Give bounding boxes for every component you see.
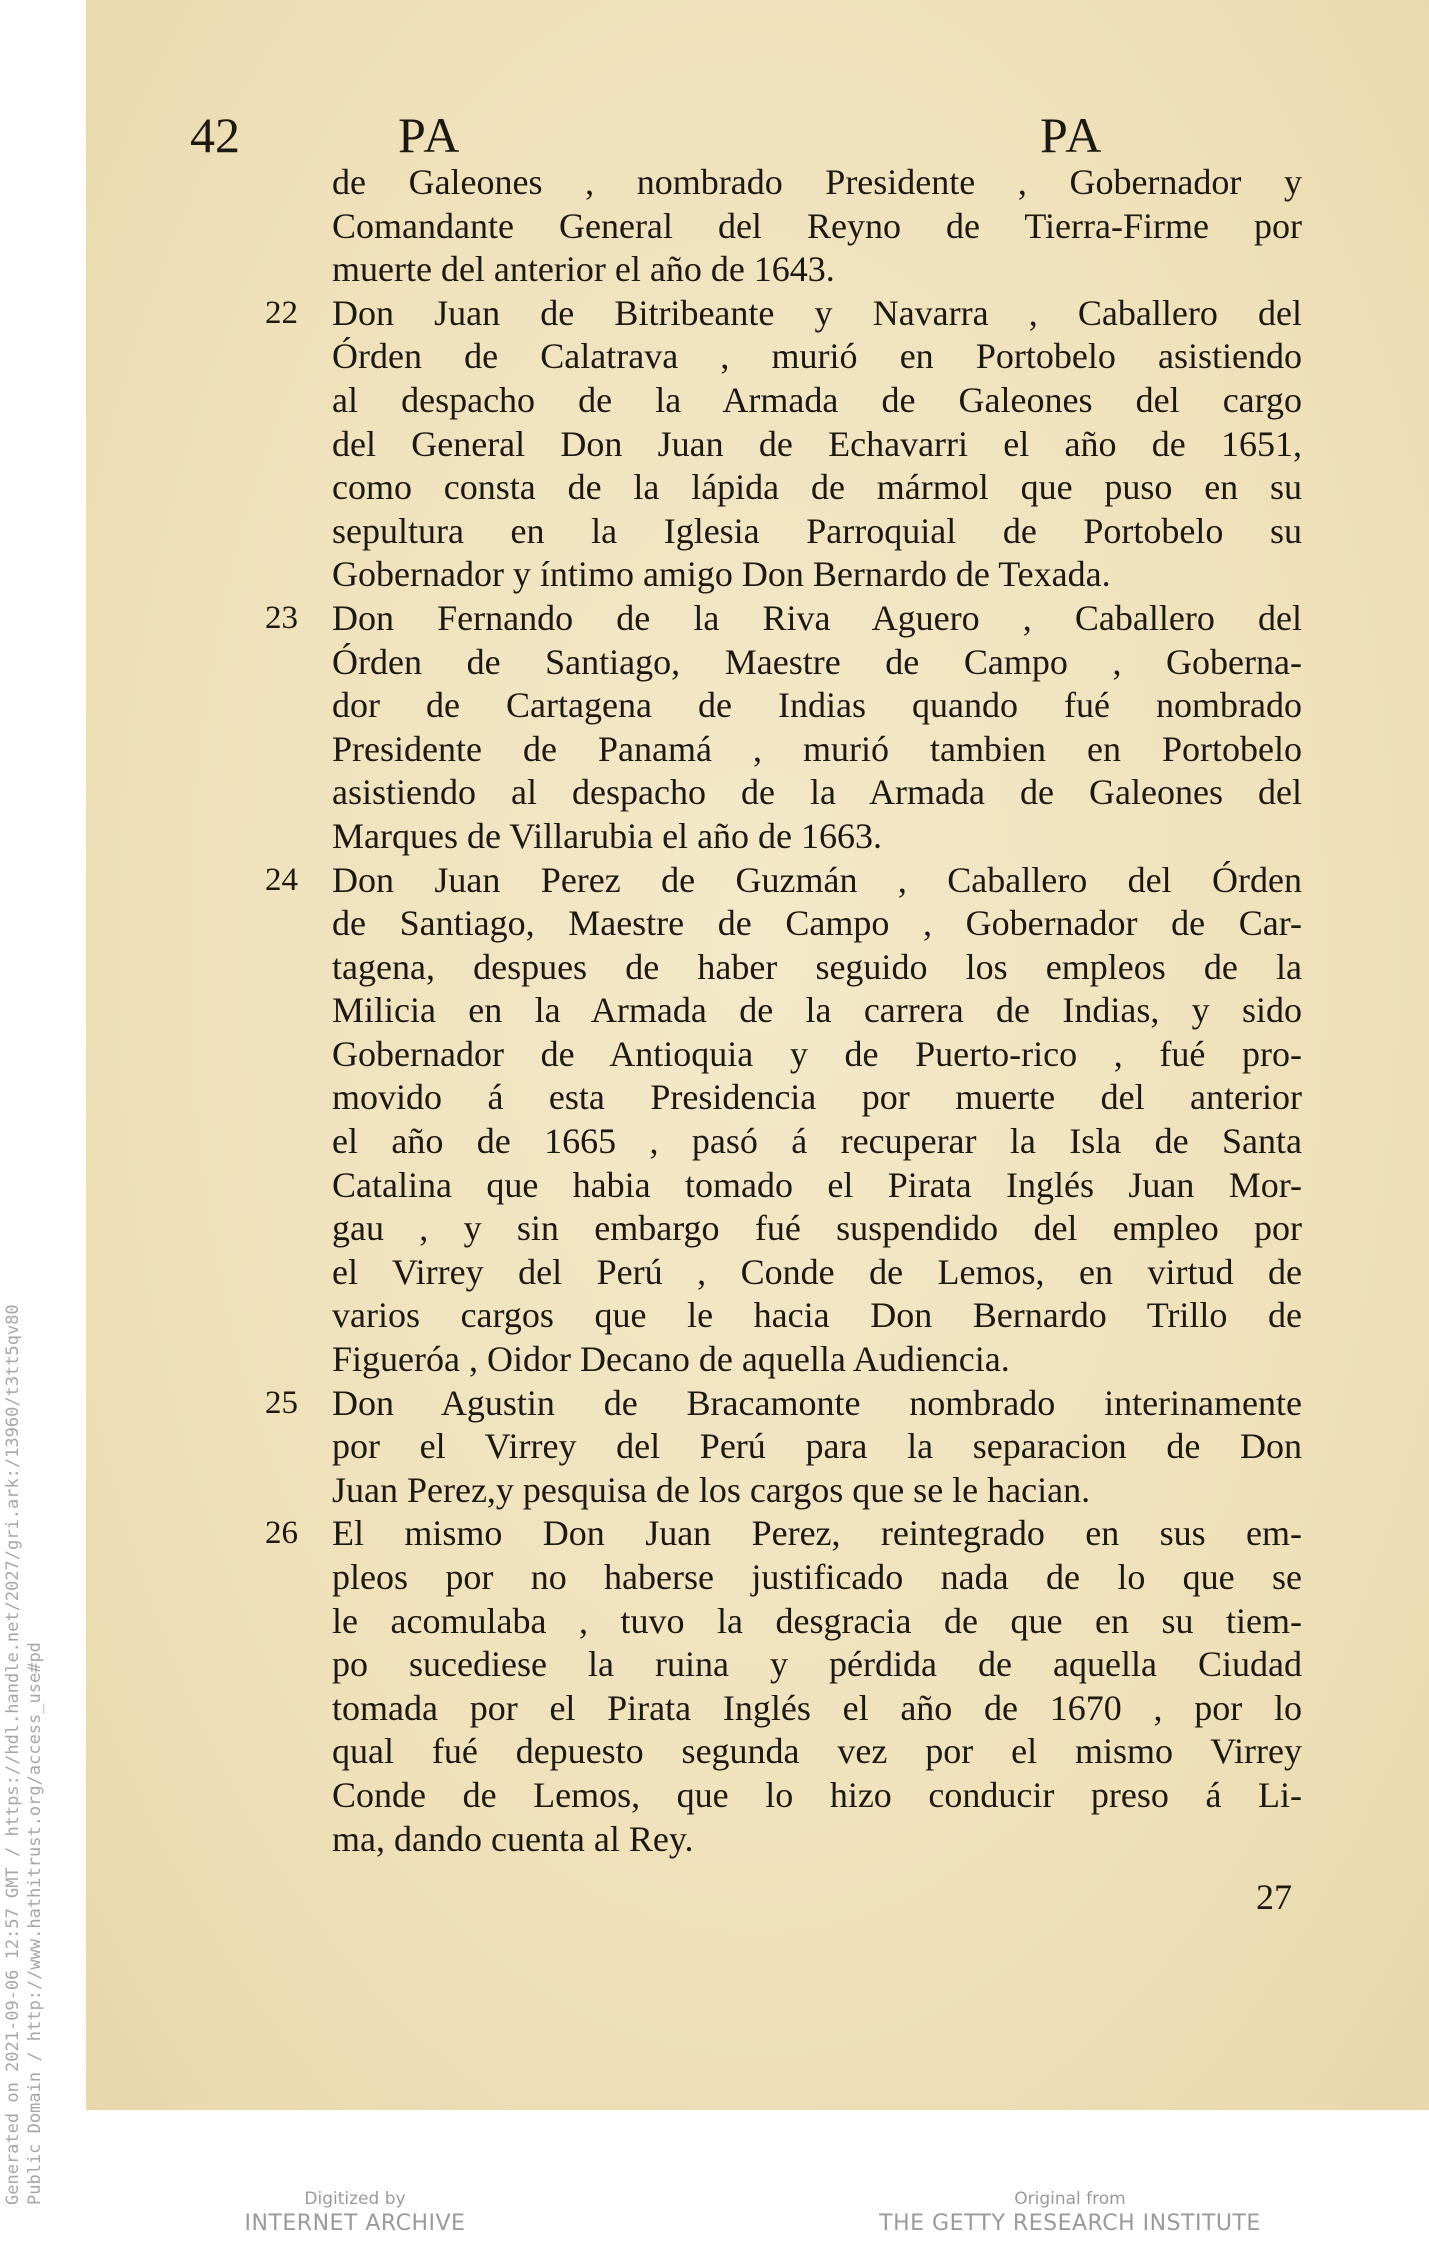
line-text: Catalina que habia tomado el Pirata Inglés Juan Mor- (332, 1164, 1302, 1205)
line-text: el Virrey del Perú , Conde de Lemos, en virtud de (332, 1251, 1302, 1292)
text-line (0, 379, 1429, 423)
text-line (0, 1512, 1429, 1556)
line-text: muerte del anterior el año de 1643. (332, 249, 835, 290)
text-line (0, 335, 1429, 379)
entry-number: 23 (265, 599, 298, 636)
line-text: dor de Cartagena de Indias quando fué nombrado (332, 685, 1302, 726)
page-number: 42 (190, 107, 240, 163)
line-text: El mismo Don Juan Perez, reintegrado en sus em- (332, 1513, 1302, 1554)
body-text (0, 161, 1429, 1861)
line-text: Presidente de Panamá , murió tambien en Portobelo (332, 728, 1302, 769)
text-line (0, 902, 1429, 946)
text-line (0, 1033, 1429, 1077)
text-line (0, 1164, 1429, 1208)
text-line (0, 248, 1429, 292)
text-line (0, 989, 1429, 1033)
line-text: Don Fernando de la Riva Aguero , Caballero del (332, 597, 1302, 638)
running-head-left: PA (398, 107, 462, 163)
text-line (0, 553, 1429, 597)
text-line (0, 161, 1429, 205)
text-line (0, 1207, 1429, 1251)
line-text: Comandante General del Reyno de Tierra-Firme por (332, 205, 1302, 246)
text-line (0, 1120, 1429, 1164)
digitized-by-credit (235, 2188, 475, 2238)
line-text: po sucediese la ruina y pérdida de aquella Ciudad (332, 1644, 1302, 1685)
line-text: del General Don Juan de Echavarri el año de 1651, (332, 423, 1302, 464)
line-text: Milicia en la Armada de la carrera de Indias, y sido (332, 990, 1302, 1031)
entry-number: 22 (265, 294, 298, 331)
access-stamp (2, 1304, 46, 2205)
source-institution-name: THE GETTY RESEARCH INSTITUTE (879, 2211, 1261, 2236)
text-line (0, 510, 1429, 554)
digitizer-name: INTERNET ARCHIVE (244, 2211, 466, 2236)
line-text: Don Juan de Bitribeante y Navarra , Caballero del (332, 292, 1302, 333)
line-text: tomada por el Pirata Inglés el año de 1670 , por lo (332, 1687, 1302, 1728)
text-line (0, 1818, 1429, 1862)
line-text: pleos por no haberse justificado nada de lo que se (332, 1557, 1302, 1597)
access-stamp-line-2: Public Domain / http://www.hathitrust.org/access_use#pd (25, 1642, 45, 2205)
line-text: Gobernador y íntimo amigo Don Bernardo de Texada. (332, 554, 1111, 595)
text-line (0, 859, 1429, 903)
text-line (0, 466, 1429, 510)
line-text: tagena, despues de haber seguido los empleos de la (332, 946, 1302, 987)
line-text: de Santiago, Maestre de Campo , Gobernador de Car- (332, 903, 1302, 944)
text-line (0, 1251, 1429, 1295)
line-text: le acomulaba , tuvo la desgracia de que en su tiem- (332, 1600, 1302, 1641)
line-text: Conde de Lemos, que lo hizo conducir preso á Li- (332, 1774, 1302, 1815)
text-line (0, 946, 1429, 990)
line-text: como consta de la lápida de mármol que puso en su (332, 467, 1302, 508)
text-line (0, 1294, 1429, 1338)
text-line (0, 1469, 1429, 1513)
digitized-by-label: Digitized by (304, 2189, 406, 2209)
line-text: Órden de Santiago, Maestre de Campo , Goberna- (332, 641, 1302, 682)
line-text: Figueróa , Oidor Decano de aquella Audiencia. (332, 1339, 1010, 1380)
text-line (0, 1382, 1429, 1426)
text-line (0, 597, 1429, 641)
text-line (0, 1730, 1429, 1774)
line-text: el año de 1665 , pasó á recuperar la Isla de Santa (332, 1121, 1302, 1162)
text-line (0, 641, 1429, 685)
running-head-right: PA (1040, 107, 1104, 163)
line-text: asistiendo al despacho de la Armada de Galeones del (332, 772, 1302, 813)
line-text: Juan Perez,y pesquisa de los cargos que se le hacian. (332, 1469, 1091, 1510)
text-line (0, 423, 1429, 467)
line-text: Don Juan Perez de Guzmán , Caballero del Órden (332, 859, 1302, 900)
line-text: varios cargos que le hacia Don Bernardo Trillo de (332, 1295, 1302, 1336)
line-text: Gobernador de Antioquia y de Puerto-rico , fué pro- (332, 1033, 1302, 1074)
text-line (0, 1600, 1429, 1644)
line-text: Órden de Calatrava , murió en Portobelo asistiendo (332, 336, 1302, 377)
line-text: gau , y sin embargo fué suspendido del empleo por (332, 1208, 1302, 1249)
text-line (0, 1556, 1429, 1600)
entry-number: 26 (265, 1515, 298, 1552)
line-text: sepultura en la Iglesia Parroquial de Portobelo su (332, 510, 1302, 551)
text-line (0, 1425, 1429, 1469)
text-line (0, 1338, 1429, 1382)
original-from-credit (870, 2188, 1270, 2238)
entry-number: 25 (265, 1384, 298, 1421)
text-line (0, 728, 1429, 772)
text-line (0, 205, 1429, 249)
text-line (0, 1643, 1429, 1687)
line-text: qual fué depuesto segunda vez por el mismo Virrey (332, 1731, 1302, 1772)
line-text: Don Agustin de Bracamonte nombrado interinamente (332, 1382, 1302, 1423)
text-line (0, 815, 1429, 859)
text-line (0, 292, 1429, 336)
line-text: por el Virrey del Perú para la separacion de Don (332, 1426, 1302, 1467)
line-text: Marques de Villarubia el año de 1663. (332, 815, 883, 856)
text-line (0, 1687, 1429, 1731)
line-text: al despacho de la Armada de Galeones del cargo (332, 379, 1302, 420)
line-text: ma, dando cuenta al Rey. (332, 1818, 694, 1859)
original-from-label: Original from (1014, 2189, 1126, 2209)
access-stamp-line-1: Generated on 2021-09-06 12:57 GMT / https://hdl.handle.net/2027/gri.ark:/13960/t3tt5qv80 (3, 1304, 23, 2205)
line-text: de Galeones , nombrado Presidente , Gobernador y (332, 162, 1302, 202)
text-line (0, 684, 1429, 728)
text-line (0, 1076, 1429, 1120)
entry-number: 24 (265, 861, 298, 898)
line-text: movido á esta Presidencia por muerte del anterior (332, 1077, 1302, 1118)
text-line (0, 771, 1429, 815)
catchword: 27 (1256, 1877, 1292, 1917)
text-line (0, 1774, 1429, 1818)
